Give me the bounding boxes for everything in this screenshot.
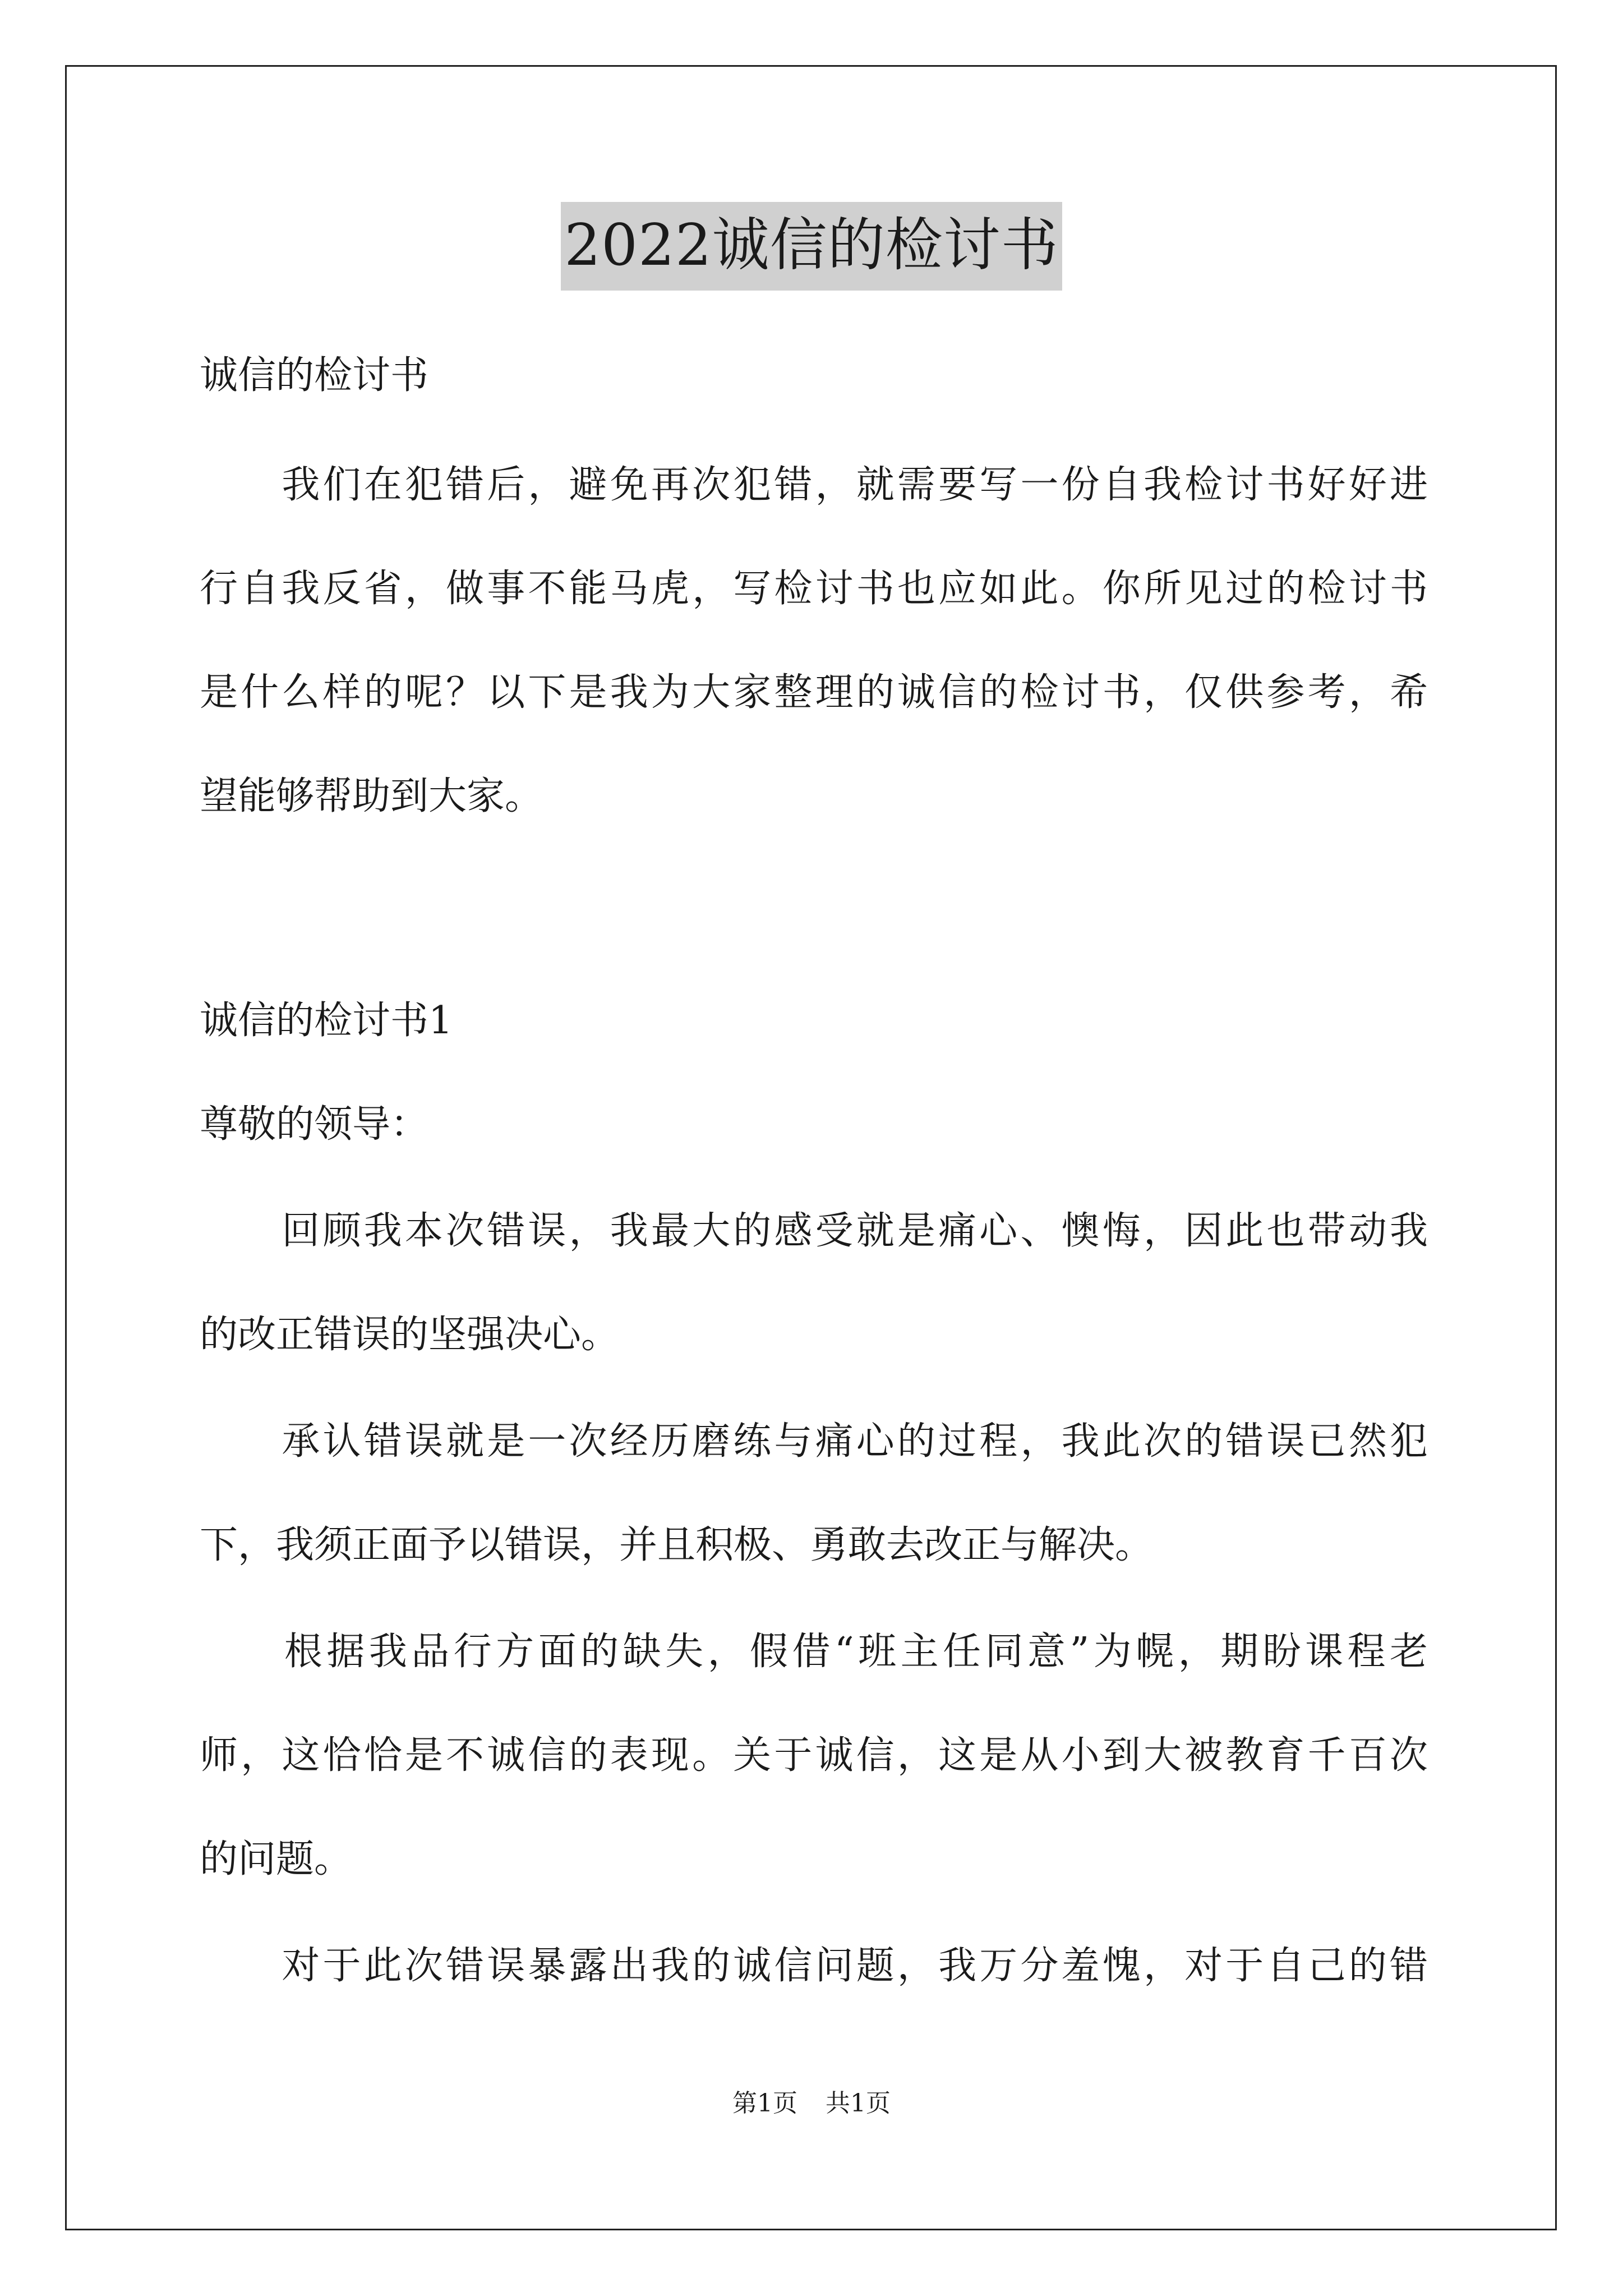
page-total: 共1页 [826, 2089, 891, 2118]
title-container [0, 202, 1623, 291]
paragraph-line: 对于此次错误暴露出我的诚信问题，我万分羞愧，对于自己的错 [200, 1944, 1428, 1988]
paragraph-line: 我们在犯错后，避免再次犯错，就需要写一份自我检讨书好好进 [200, 463, 1428, 507]
paragraph-line: 的改正错误的坚强决心。 [200, 1313, 620, 1357]
section-heading: 诚信的检讨书 [200, 353, 429, 398]
paragraph-line: 根据我品行方面的缺失，假借“班主任同意”为幌，期盼课程老 [200, 1630, 1428, 1674]
paragraph-line: 行自我反省，做事不能马虎，写检讨书也应如此。你所见过的检讨书 [200, 567, 1428, 611]
paragraph-line: 望能够帮助到大家。 [200, 774, 543, 818]
page-footer [0, 2087, 1623, 2120]
paragraph-line: 回顾我本次错误，我最大的感受就是痛心、懊悔，因此也带动我 [200, 1209, 1428, 1253]
page-number: 第1页 [732, 2089, 797, 2118]
section-heading: 诚信的检讨书1 [200, 999, 453, 1043]
paragraph-line: 是什么样的呢？以下是我为大家整理的诚信的检讨书，仅供参考，希 [200, 670, 1428, 715]
salutation: 尊敬的领导： [200, 1102, 429, 1147]
paragraph-line: 师，这恰恰是不诚信的表现。关于诚信，这是从小到大被教育千百次 [200, 1733, 1428, 1778]
paragraph-line: 下，我须正面予以错误，并且积极、勇敢去改正与解决。 [200, 1523, 1154, 1567]
document-title: 2022诚信的检讨书 [561, 202, 1062, 291]
paragraph-line: 承认错误就是一次经历磨练与痛心的过程，我此次的错误已然犯 [200, 1419, 1428, 1464]
paragraph-line: 的问题。 [200, 1837, 353, 1881]
